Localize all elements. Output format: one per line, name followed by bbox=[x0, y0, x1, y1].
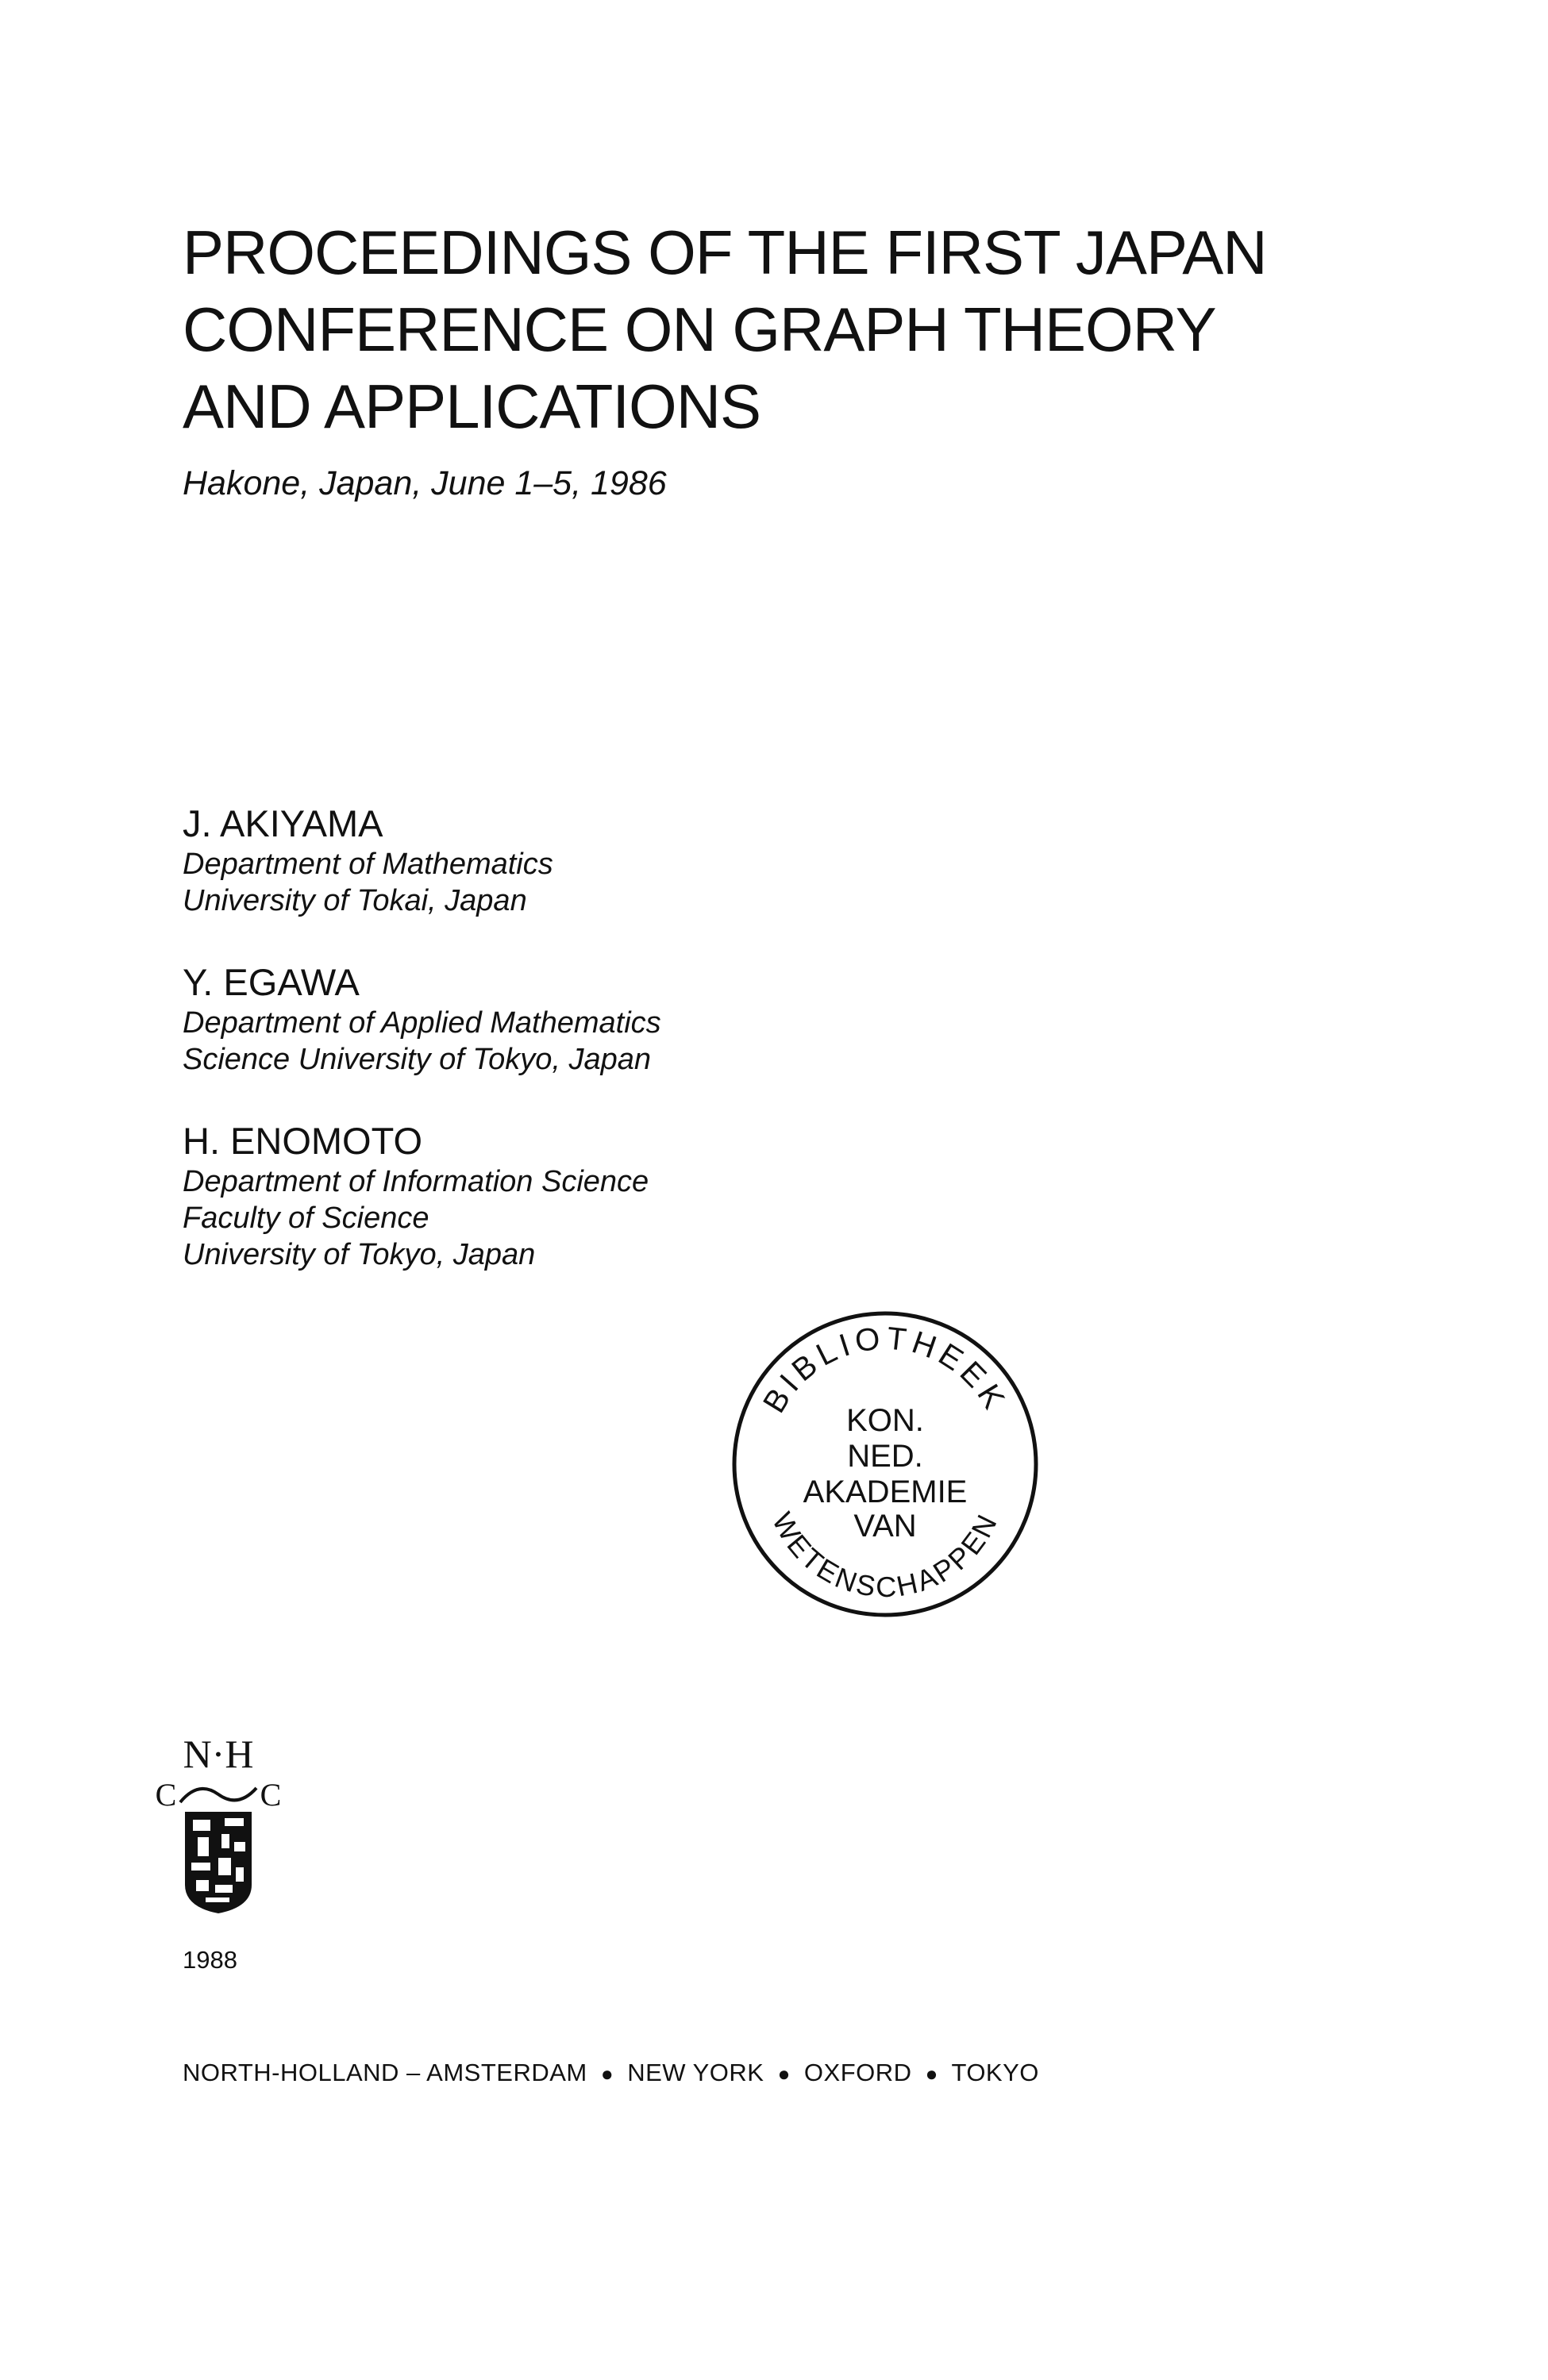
author-block-egawa bbox=[183, 960, 661, 1078]
author-block-enomoto bbox=[183, 1119, 649, 1273]
stamp-center-line: AKADEMIE bbox=[803, 1475, 968, 1509]
stamp-center-line: KON. bbox=[846, 1403, 924, 1438]
book-title bbox=[183, 214, 1373, 445]
bullet-separator: ● bbox=[925, 2062, 938, 2086]
stamp-center-line: VAN bbox=[853, 1509, 917, 1544]
publisher-city: OXFORD bbox=[803, 2059, 912, 2086]
author-affiliation-line: University of Tokyo, Japan bbox=[183, 1238, 536, 1271]
stamp-ring-text-bottom: WETENSCHAPPEN bbox=[765, 1507, 1004, 1604]
title-line-2: CONFERENCE ON GRAPH THEORY bbox=[183, 294, 1216, 364]
bullet-separator: ● bbox=[600, 2062, 614, 2086]
publisher-city: TOKYO bbox=[951, 2059, 1039, 2086]
logo-letters-top: N·H bbox=[183, 1732, 254, 1776]
author-name: Y. EGAWA bbox=[183, 961, 360, 1003]
logo-letter-left: C bbox=[155, 1777, 177, 1813]
stamp-center-line: NED. bbox=[847, 1439, 923, 1474]
author-affiliation-line: Faculty of Science bbox=[183, 1202, 429, 1235]
author-name: J. AKIYAMA bbox=[183, 802, 383, 844]
publisher-city: NEW YORK bbox=[627, 2059, 764, 2086]
publisher-imprint bbox=[183, 2059, 1039, 2087]
publication-year: 1988 bbox=[183, 1946, 237, 1974]
bullet-separator: ● bbox=[777, 2062, 791, 2086]
author-affiliation-line: Science University of Tokyo, Japan bbox=[183, 1043, 652, 1076]
author-name: H. ENOMOTO bbox=[183, 1120, 423, 1162]
title-line-3: AND APPLICATIONS bbox=[183, 371, 761, 441]
logo-swash bbox=[180, 1788, 256, 1802]
conference-location-date: Hakone, Japan, June 1–5, 1986 bbox=[183, 464, 667, 502]
title-line-1: PROCEEDINGS OF THE FIRST JAPAN bbox=[183, 217, 1267, 287]
author-affiliation-line: Department of Information Science bbox=[183, 1165, 649, 1198]
author-block-akiyama bbox=[183, 802, 553, 919]
publisher-name: NORTH-HOLLAND – AMSTERDAM bbox=[183, 2059, 587, 2086]
author-affiliation-line: University of Tokai, Japan bbox=[183, 884, 527, 917]
author-affiliation-line: Department of Applied Mathematics bbox=[183, 1006, 661, 1040]
stamp-ring-text-top: BIBLIOTHEEK bbox=[757, 1321, 1014, 1419]
library-stamp bbox=[726, 1305, 1044, 1623]
publisher-logo bbox=[155, 1726, 282, 1917]
logo-letter-right: C bbox=[260, 1777, 282, 1813]
author-affiliation-line: Department of Mathematics bbox=[183, 848, 553, 881]
